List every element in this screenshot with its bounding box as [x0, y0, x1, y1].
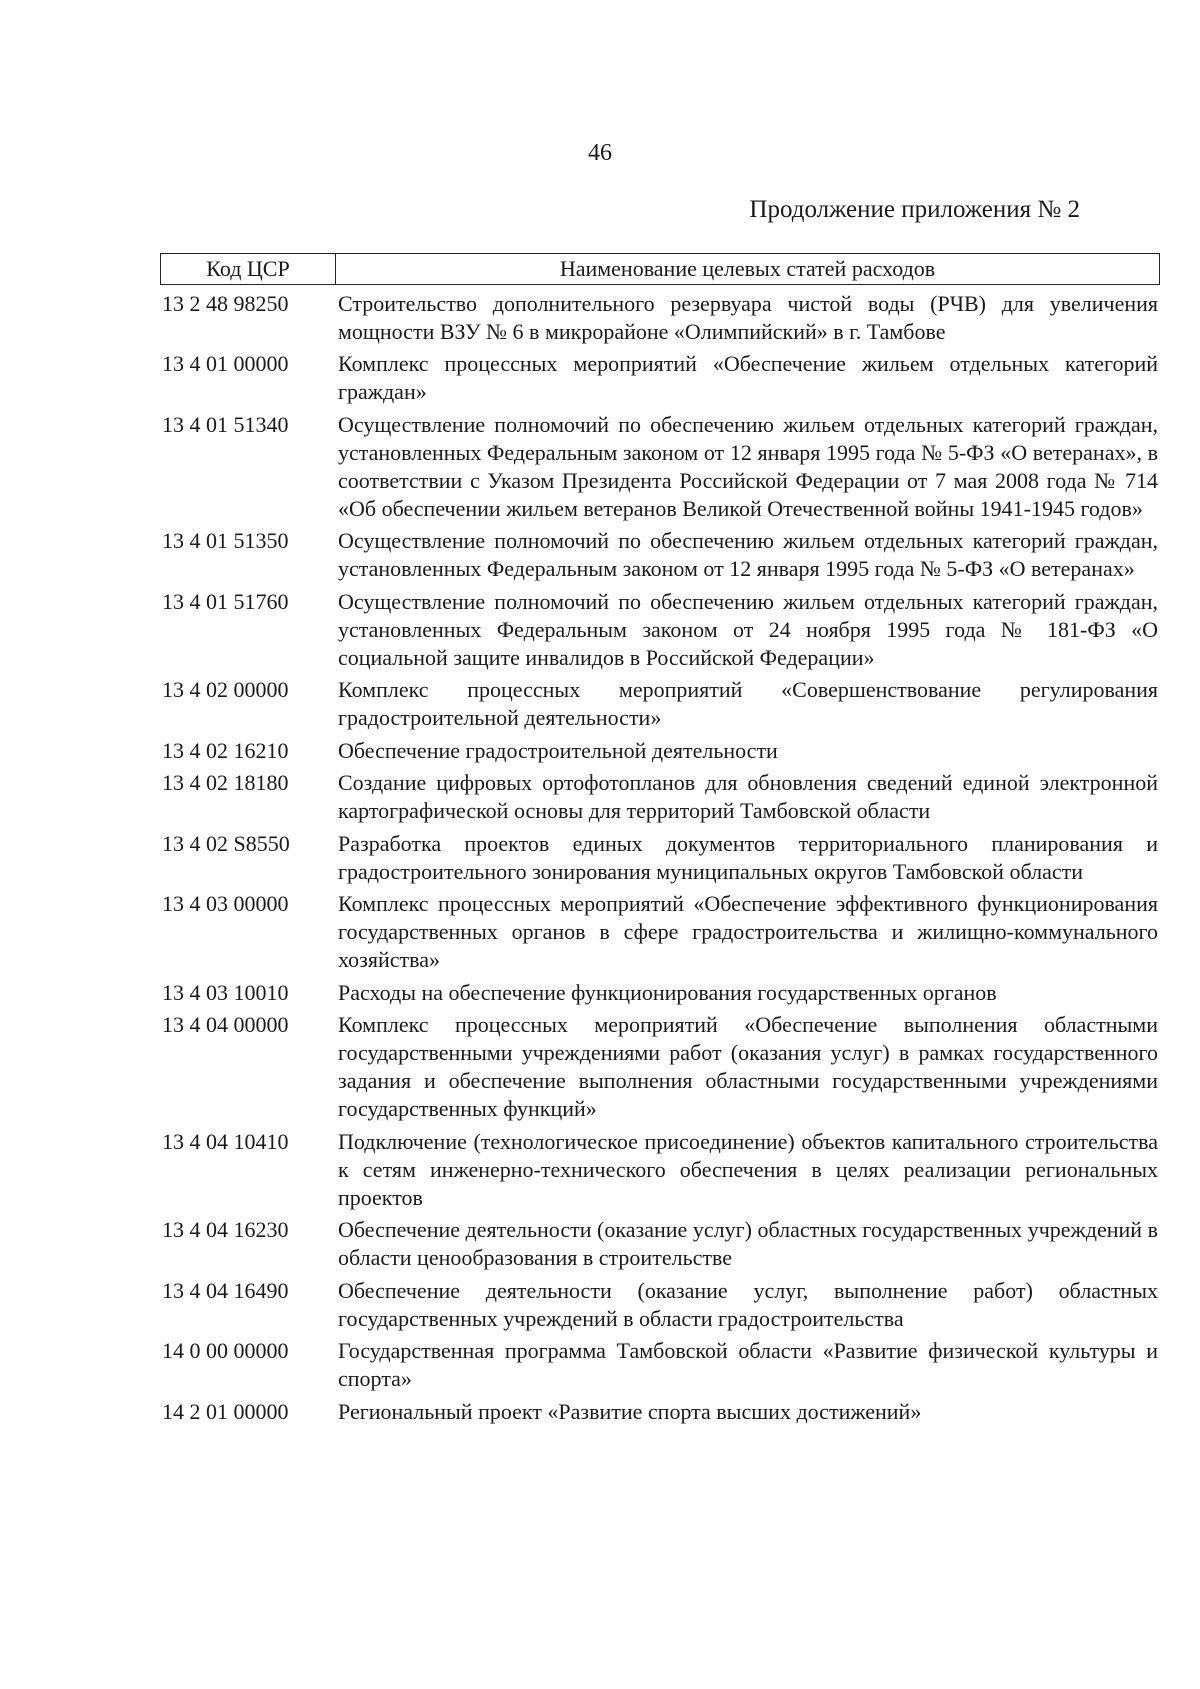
row-code: 13 4 03 10010 — [162, 979, 289, 1005]
row-code: 13 4 01 51340 — [162, 411, 289, 437]
row-name: Осуществление полномочий по обеспечению жильем отдельных категорий граждан, установленных Федеральным законом от 12 января 1995 года № 5-ФЗ «О ветеранах» — [338, 528, 1158, 581]
row-code: 13 4 01 51350 — [162, 528, 289, 553]
row-name: Региональный проект «Развитие спорта высших достижений» — [338, 1398, 922, 1424]
row-name: Осуществление полномочий по обеспечению жильем отдельных категорий граждан, установленных Федеральным законом от 12 января 1995 года № 5-ФЗ «О ветеранах», в соответствии с Указом Президента Российской Федерации от 7 мая 2008 года № 714 «Об обеспечении жильем ветеранов Великой Отечественной войны 1941-1945 годов» — [338, 411, 1158, 521]
row-name: Обеспечение деятельности (оказание услуг) областных государственных учреждений в области ценообразования в строительстве — [338, 1217, 1158, 1270]
table-row — [160, 588, 1160, 672]
header-code: Код ЦСР — [161, 254, 336, 284]
row-code: 14 0 00 00000 — [162, 1338, 289, 1363]
table-row — [160, 527, 1160, 583]
table-row — [160, 1398, 1160, 1426]
row-name: Подключение (технологическое присоединение) объектов капитального строительства к сетям инженерно-технического обеспечения в целях реализации региональных проектов — [338, 1128, 1158, 1210]
row-code: 13 4 04 16490 — [162, 1277, 289, 1303]
table-row — [160, 1216, 1160, 1272]
row-name: Создание цифровых ортофотопланов для обновления сведений единой электронной картографической основы для территорий Тамбовской области — [338, 770, 1158, 823]
row-code: 13 4 02 16210 — [162, 737, 289, 763]
row-name: Расходы на обеспечение функционирования государственных органов — [338, 979, 997, 1005]
page-number: 46 — [588, 140, 612, 166]
table-row — [160, 830, 1160, 886]
table-row — [160, 676, 1160, 732]
row-code: 13 4 02 00000 — [162, 677, 289, 702]
row-name: Комплекс процессных мероприятий «Обеспечение выполнения областными государственными учреждениями работ (оказания услуг) в рамках государственного задания и обеспечение выполнения областными государственными учреждениями государственных функций» — [338, 1012, 1158, 1121]
row-name: Обеспечение деятельности (оказание услуг, выполнение работ) областных государственных учреждений в области градостроительства — [338, 1277, 1158, 1331]
row-code: 13 4 01 00000 — [162, 351, 289, 376]
row-code: 14 2 01 00000 — [162, 1398, 289, 1424]
header-name: Наименование целевых статей расходов — [559, 256, 936, 281]
table-row — [160, 290, 1160, 346]
table-row — [160, 979, 1160, 1007]
row-name: Комплекс процессных мероприятий «Обеспечение жильем отдельных категорий граждан» — [338, 351, 1158, 404]
row-name: Обеспечение градостроительной деятельности — [338, 737, 778, 763]
row-name: Разработка проектов единых документов территориального планирования и градостроительного зонирования муниципальных округов Тамбовской области — [338, 830, 1158, 884]
table-row — [160, 1277, 1160, 1333]
table-row — [160, 737, 1160, 765]
row-name: Строительство дополнительного резервуара чистой воды (РЧВ) для увеличения мощности ВЗУ № 6 в микрорайоне «Олимпийский» в г. Тамбове — [338, 290, 1158, 344]
row-code: 13 4 04 16230 — [162, 1217, 289, 1242]
table-row — [160, 411, 1160, 523]
row-code: 13 4 04 10410 — [162, 1128, 289, 1154]
row-name: Осуществление полномочий по обеспечению жильем отдельных категорий граждан, установленных Федеральным законом от 24 ноября 1995 года № 181-ФЗ «О социальной защите инвалидов в Российской Федерации» — [338, 588, 1158, 670]
table-header — [160, 253, 1160, 285]
row-code: 13 4 02 S8550 — [162, 830, 290, 856]
table-row — [160, 1011, 1160, 1123]
table-row — [160, 769, 1160, 825]
row-name: Государственная программа Тамбовской области «Развитие физической культуры и спорта» — [338, 1338, 1158, 1391]
table-row — [160, 890, 1160, 974]
row-code: 13 4 04 00000 — [162, 1012, 289, 1037]
table-row — [160, 350, 1160, 406]
row-name: Комплекс процессных мероприятий «Совершенствование регулирования градостроительной деятельности» — [338, 677, 1158, 730]
row-code: 13 4 01 51760 — [162, 588, 289, 614]
row-code: 13 4 02 18180 — [162, 770, 289, 795]
row-code: 13 4 03 00000 — [162, 891, 289, 916]
row-name: Комплекс процессных мероприятий «Обеспечение эффективного функционирования государственных органов в сфере градостроительства и жилищно-коммунального хозяйства» — [338, 891, 1158, 972]
appendix-title: Продолжение приложения № 2 — [749, 196, 1080, 223]
row-code: 13 2 48 98250 — [162, 290, 289, 316]
table-body — [160, 290, 1160, 1426]
table-row — [160, 1128, 1160, 1212]
table-row — [160, 1337, 1160, 1393]
budget-codes-table — [160, 253, 1160, 1426]
